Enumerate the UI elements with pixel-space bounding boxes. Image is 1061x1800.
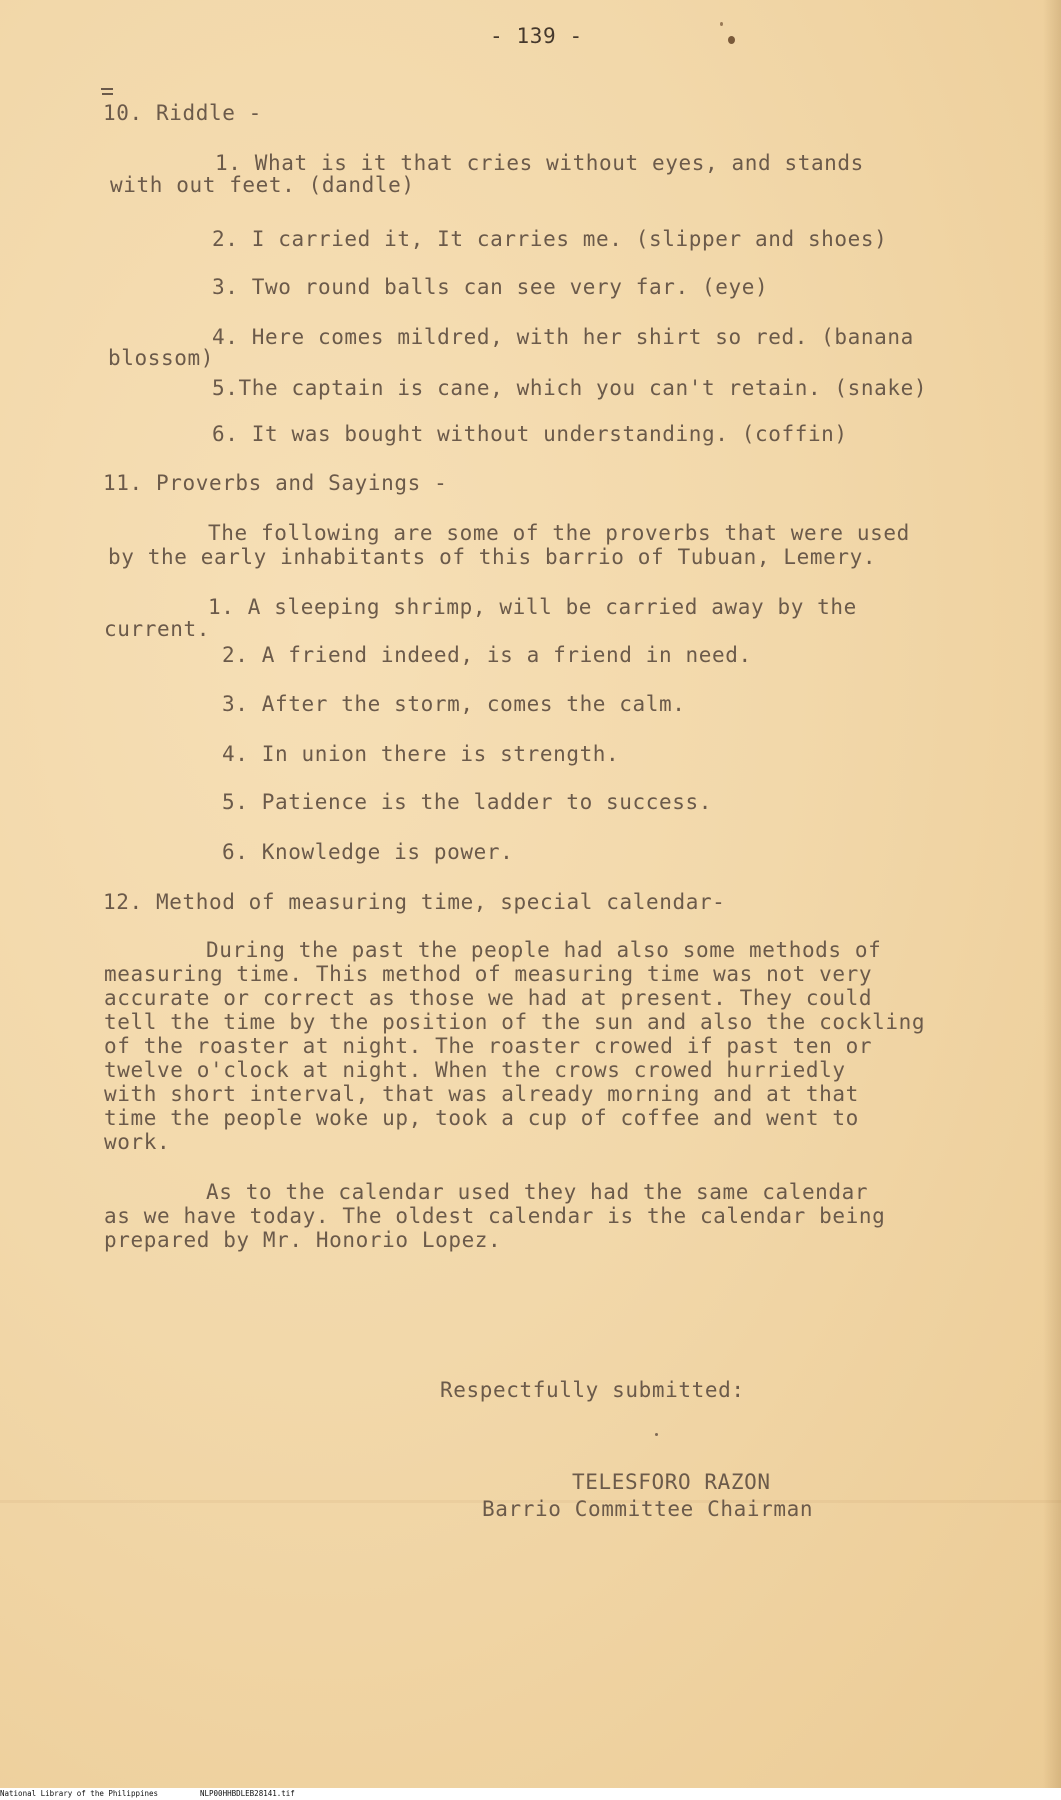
riddle-5: 5.The captain is cane, which you can't retain. (snake) bbox=[212, 376, 928, 400]
proverb-6: 6. Knowledge is power. bbox=[222, 840, 514, 864]
proverbs-intro-line1: The following are some of the proverbs that were used bbox=[208, 521, 910, 545]
riddle-4-line2: blossom) bbox=[108, 346, 214, 370]
proverb-3: 3. After the storm, comes the calm. bbox=[222, 692, 686, 716]
time-para2-line3: prepared by Mr. Honorio Lopez. bbox=[104, 1228, 502, 1252]
correction-mark bbox=[101, 88, 113, 90]
ink-speck bbox=[655, 1433, 658, 1436]
time-heading: 12. Method of measuring time, special calendar- bbox=[103, 890, 726, 914]
riddle-1-line2: with out feet. (dandle) bbox=[110, 173, 415, 197]
time-para1-line4: tell the time by the position of the sun and also the cockling bbox=[104, 1010, 926, 1034]
time-para1-line1: During the past the people had also some methods of bbox=[206, 938, 882, 962]
time-para1-line8: time the people woke up, took a cup of coffee and went to bbox=[104, 1106, 859, 1130]
closing-salutation: Respectfully submitted: bbox=[440, 1378, 745, 1402]
time-para1-line9: work. bbox=[104, 1130, 171, 1154]
time-para1-line3: accurate or correct as those we had at present. They could bbox=[104, 986, 873, 1010]
riddle-4-line1: 4. Here comes mildred, with her shirt so red. (banana bbox=[212, 325, 914, 349]
time-para2-line2: as we have today. The oldest calendar is the calendar being bbox=[104, 1204, 886, 1228]
time-para2-line1: As to the calendar used they had the same calendar bbox=[206, 1180, 869, 1204]
time-para1-line7: with short interval, that was already morning and at that bbox=[104, 1082, 859, 1106]
proverb-4: 4. In union there is strength. bbox=[222, 742, 620, 766]
riddle-1-line1: 1. What is it that cries without eyes, and stands bbox=[215, 151, 864, 175]
proverb-1-line1: 1. A sleeping shrimp, will be carried away by the bbox=[208, 595, 857, 619]
proverb-5: 5. Patience is the ladder to success. bbox=[222, 790, 712, 814]
signatory-title: Barrio Committee Chairman bbox=[482, 1497, 814, 1521]
proverbs-intro-line2: by the early inhabitants of this barrio of Tubuan, Lemery. bbox=[108, 545, 877, 569]
proverbs-heading: 11. Proverbs and Sayings - bbox=[103, 471, 448, 495]
riddle-heading: 10. Riddle - bbox=[103, 101, 262, 125]
time-para1-line6: twelve o'clock at night. When the crows crowed hurriedly bbox=[104, 1058, 846, 1082]
time-para1-line2: measuring time. This method of measuring time was not very bbox=[104, 962, 873, 986]
proverb-1-line2: current. bbox=[104, 617, 210, 641]
page-number: - 139 - bbox=[490, 24, 583, 48]
footer-library: National Library of the Philippines bbox=[0, 1789, 159, 1798]
riddle-6: 6. It was bought without understanding. (coffin) bbox=[212, 422, 848, 446]
ink-spot-small bbox=[720, 22, 723, 26]
correction-mark bbox=[102, 93, 113, 95]
footer-file-id: NLP00HHBDLEB28141.tif bbox=[200, 1789, 295, 1798]
proverb-2: 2. A friend indeed, is a friend in need. bbox=[222, 643, 752, 667]
riddle-3: 3. Two round balls can see very far. (eye) bbox=[212, 275, 769, 299]
page-edge-shadow bbox=[1043, 0, 1061, 1788]
scan-footer-bar bbox=[0, 1788, 1061, 1800]
riddle-2: 2. I carried it, It carries me. (slipper and shoes) bbox=[212, 227, 888, 251]
ink-spot bbox=[728, 36, 735, 44]
signatory-name: TELESFORO RAZON bbox=[572, 1470, 771, 1494]
time-para1-line5: of the roaster at night. The roaster crowed if past ten or bbox=[104, 1034, 873, 1058]
